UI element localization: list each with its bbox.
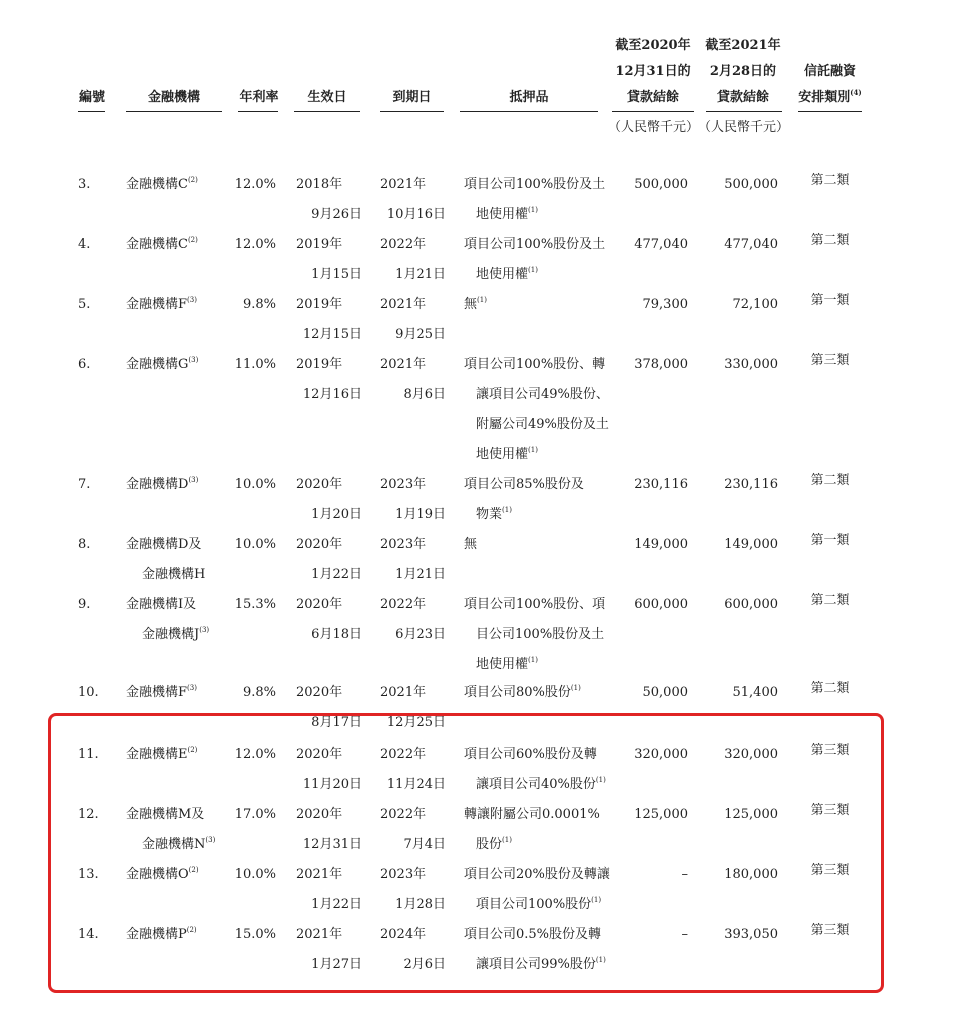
footnote-marker: (3) [188,476,199,484]
balance-2021 [690,290,778,320]
maturity-day [374,200,446,230]
effective-year [296,170,342,200]
row-number [78,350,90,380]
effective-day-text: 1月22日 [311,567,362,582]
footnote-marker: (3) [205,836,216,844]
maturity-day [374,320,446,350]
maturity-day-text: 2月6日 [403,957,446,972]
balance-2021 [690,530,778,560]
balance-2021-text: 125,000 [724,807,778,822]
effective-day-text: 6月18日 [311,627,362,642]
footnote-marker: (1) [528,446,538,454]
maturity-year [380,530,426,560]
effective-year-text: 2020年 [296,597,343,612]
institution-text: 金融機構H [142,567,206,582]
row-number [78,170,90,200]
header-balance-2021: 截至2021年 2月28日的 貸款結餘 （人民幣千元） [698,38,790,135]
interest-rate-text: 12.0% [234,237,276,252]
maturity-year-text: 2023年 [380,477,427,492]
interest-rate-text: 12.0% [234,747,276,762]
effective-day-text: 8月17日 [311,715,362,730]
effective-day-text: 12月15日 [302,327,362,342]
maturity-day [374,560,446,590]
effective-year-text: 2020年 [296,477,343,492]
interest-rate [220,350,276,380]
institution-name [142,620,209,650]
maturity-year-text: 2024年 [380,927,427,942]
interest-rate-text: 12.0% [234,177,276,192]
maturity-year-text: 2021年 [380,177,427,192]
interest-rate-text: 11.0% [234,357,276,372]
category [798,526,862,556]
balance-2021 [690,350,778,380]
effective-day [290,500,362,530]
collateral-line: 物業 [476,507,503,522]
category-text: 第三類 [810,353,850,368]
collateral-line: 無 [464,537,478,552]
institution-text: 金融機構J [142,627,200,642]
interest-rate-text: 10.0% [234,537,276,552]
institution-name [126,170,198,200]
header-institution: 金融機構 [147,90,200,105]
row-number [78,470,90,500]
collateral-text [464,230,605,260]
header-underline [294,111,360,112]
interest-rate-text: 15.3% [234,597,276,612]
header-balance-2020: 截至2020年 12月31日的 貸款結餘 （人民幣千元） [608,38,700,135]
maturity-day-text: 7月4日 [403,837,446,852]
effective-day-text: 1月20日 [311,507,362,522]
collateral-line: 讓項目公司40%股份 [476,777,596,792]
effective-year-text: 2020年 [296,685,343,700]
category-text: 第二類 [810,473,850,488]
footnote-marker: (2) [188,866,199,874]
balance-2021-text: 180,000 [724,867,778,882]
institution-text: 金融機構M及 [126,807,205,822]
balance-2020-text: 477,040 [634,237,688,252]
effective-year-text: 2021年 [296,927,343,942]
highlight-box [48,713,884,993]
balance-2021-text: 320,000 [724,747,778,762]
interest-rate [220,678,276,708]
balance-2020 [600,230,688,260]
row-number-text: 4. [78,237,91,252]
category-text: 第二類 [810,233,850,248]
collateral-text [476,260,538,290]
balance-2020-text: 378,000 [634,357,688,372]
institution-name [126,530,201,560]
maturity-day-text: 11月24日 [386,777,446,792]
balance-2021-text: 149,000 [724,537,778,552]
category [798,674,862,704]
footnote-marker: (1) [595,956,606,964]
row-number-text: 12. [78,807,99,822]
category [798,466,862,496]
collateral-line: 地使用權 [476,207,529,222]
balance-2020 [600,678,688,708]
maturity-year-text: 2023年 [380,537,427,552]
balance-2020-text: 230,116 [634,477,688,492]
maturity-day-text: 6月23日 [395,627,446,642]
collateral-text [464,590,605,620]
header-underline [126,111,222,112]
header-category: 信託融資 安排類別$^{(4)}$ [798,64,862,105]
interest-rate [220,530,276,560]
effective-year-text: 2021年 [296,867,343,882]
footnote-marker: (1) [528,266,538,274]
category-text: 第三類 [810,743,850,758]
interest-rate-text: 10.0% [234,477,276,492]
collateral-line: 讓項目公司99%股份 [476,957,596,972]
balance-2021-text: 600,000 [724,597,778,612]
institution-text: 金融機構F [126,297,188,312]
maturity-year-text: 2022年 [380,747,427,762]
maturity-day [374,380,446,410]
balance-2020 [600,590,688,620]
institution-text: 金融機構P [126,927,187,942]
balance-2020-text: – [681,927,688,942]
header-underline [706,111,782,112]
maturity-year [380,590,426,620]
balance-2021 [690,170,778,200]
effective-day-text: 9月26日 [311,207,362,222]
balance-2021 [690,590,778,620]
balance-2020-text: 149,000 [634,537,688,552]
maturity-year-text: 2021年 [380,357,427,372]
collateral-line: 無 [464,297,478,312]
effective-year-text: 2019年 [296,297,343,312]
effective-day [290,560,362,590]
maturity-day-text: 1月21日 [395,267,446,282]
collateral-line: 項目公司100%股份、項 [464,597,606,612]
institution-text: 金融機構E [126,747,188,762]
effective-day-text: 1月27日 [311,957,362,972]
collateral-line: 地使用權 [476,657,529,672]
collateral-line: 項目公司80%股份 [464,685,571,700]
footnote-marker: (1) [502,836,512,844]
interest-rate [220,230,276,260]
effective-day [290,620,362,650]
institution-text: 金融機構G [126,357,189,372]
collateral-text [464,290,487,320]
institution-name [126,590,196,620]
balance-2020 [600,530,688,560]
institution-text: 金融機構F [126,685,188,700]
row-number [78,530,90,560]
collateral-line: 目公司100%股份及土 [476,627,605,642]
footnote-marker: (1) [591,896,602,904]
balance-2020-text: 600,000 [634,597,688,612]
interest-rate [220,170,276,200]
row-number-text: 6. [78,357,91,372]
interest-rate [220,470,276,500]
footnote-marker: (1) [595,776,606,784]
institution-name [142,560,205,590]
institution-text: 金融機構C [126,237,188,252]
row-number-text: 11. [78,747,99,762]
footnote-marker: (1) [477,296,487,304]
institution-text: 金融機構I及 [126,597,197,612]
institution-text: 金融機構D [126,477,189,492]
interest-rate-text: 17.0% [234,807,276,822]
effective-day [290,200,362,230]
row-number-text: 3. [78,177,91,192]
maturity-year-text: 2021年 [380,297,427,312]
balance-2020-text: 500,000 [634,177,688,192]
effective-year [296,678,342,708]
maturity-day-text: 12月25日 [386,715,446,730]
footnote-marker: (1) [528,656,538,664]
collateral-line: 地使用權 [476,267,529,282]
category [798,226,862,256]
footnote-marker: (3) [188,356,199,364]
footnote-marker: (2) [187,746,198,754]
category-text: 第一類 [810,533,850,548]
balance-2020-text: – [681,867,688,882]
institution-name [126,230,198,260]
maturity-year [380,230,426,260]
footnote-marker: (1) [502,506,512,514]
header-underline [380,111,444,112]
category-text: 第一類 [810,293,850,308]
balance-2020 [600,170,688,200]
institution-name [126,678,197,708]
category-text: 第二類 [810,173,850,188]
effective-day [290,260,362,290]
header-underline [612,111,694,112]
collateral-text [476,200,538,230]
balance-2021 [690,230,778,260]
effective-day [290,380,362,410]
collateral-line: 項目公司20%股份及轉讓 [464,867,610,882]
collateral-text [476,440,538,470]
effective-day-text: 11月20日 [302,777,362,792]
maturity-day-text: 1月28日 [395,897,446,912]
institution-name [126,350,198,380]
collateral-text [464,170,605,200]
footnote-marker: (3) [187,684,197,692]
maturity-year [380,350,426,380]
interest-rate [220,590,276,620]
effective-year [296,230,342,260]
effective-year-text: 2020年 [296,747,343,762]
footnote-marker: (2) [186,926,197,934]
collateral-line: 轉讓附屬公司0.0001% [464,807,600,822]
institution-text: 金融機構O [126,867,189,882]
footnote-marker: (1) [528,206,538,214]
category-text: 第三類 [810,863,850,878]
maturity-year-text: 2022年 [380,597,427,612]
collateral-text [476,620,604,650]
maturity-day-text: 10月16日 [386,207,446,222]
interest-rate-text: 9.8% [242,297,276,312]
row-number-text: 7. [78,477,91,492]
collateral-line: 項目公司100%股份及土 [464,177,606,192]
balance-2020-text: 79,300 [642,297,688,312]
collateral-text [476,380,609,410]
row-number-text: 9. [78,597,91,612]
header-underline [460,111,598,112]
institution-name [126,470,198,500]
effective-year-text: 2019年 [296,357,343,372]
effective-year-text: 2020年 [296,537,343,552]
balance-2020-text: 320,000 [634,747,688,762]
balance-2021-text: 51,400 [732,685,778,700]
effective-day-text: 1月15日 [311,267,362,282]
header-no: 編號 [78,90,105,105]
footnote-marker: (2) [187,236,198,244]
balance-2020 [600,470,688,500]
effective-day [290,320,362,350]
effective-year-text: 2020年 [296,807,343,822]
row-number-text: 13. [78,867,99,882]
header-maturity: 到期日 [392,90,432,105]
maturity-year-text: 2022年 [380,807,427,822]
footnote-marker: (3) [199,626,210,634]
row-number [78,290,90,320]
balance-2021-text: 393,050 [724,927,778,942]
collateral-text [464,470,584,500]
maturity-day-text: 1月21日 [395,567,446,582]
header-underline [238,111,278,112]
header-rate: 年利率 [239,90,279,105]
balance-2021-text: 330,000 [724,357,778,372]
maturity-day-text: 9月25日 [395,327,446,342]
category-text: 第二類 [810,593,850,608]
collateral-line: 讓項目公司49%股份、 [476,387,609,402]
balance-2021-text: 477,040 [724,237,778,252]
header-underline [78,111,105,112]
header-collateral: 抵押品 [509,90,549,105]
collateral-line: 項目公司60%股份及轉 [464,747,597,762]
collateral-text [476,500,512,530]
institution-text: 金融機構C [126,177,188,192]
balance-2020-text: 50,000 [642,685,688,700]
balance-2021-text: 72,100 [732,297,778,312]
maturity-day [374,500,446,530]
collateral-line: 股份 [476,837,503,852]
row-number-text: 5. [78,297,91,312]
balance-2021-text: 500,000 [724,177,778,192]
category-text: 第二類 [810,681,850,696]
collateral-text [464,350,605,380]
effective-year-text: 2018年 [296,177,343,192]
row-number [78,590,90,620]
effective-day-text: 1月22日 [311,897,362,912]
interest-rate-text: 9.8% [242,685,276,700]
collateral-text [464,678,581,708]
collateral-line: 項目公司100%股份、轉 [464,357,606,372]
footnote-marker: (2) [187,176,198,184]
effective-day-text: 12月16日 [302,387,362,402]
balance-2021 [690,470,778,500]
effective-year [296,350,342,380]
collateral-text [476,410,609,440]
maturity-day-text: 8月6日 [403,387,446,402]
maturity-day [374,260,446,290]
header-underline [798,111,862,112]
maturity-year-text: 2021年 [380,685,427,700]
category-text: 第三類 [810,923,850,938]
effective-year [296,470,342,500]
balance-2020 [600,350,688,380]
effective-day-text: 12月31日 [302,837,362,852]
row-number-text: 10. [78,685,99,700]
footnote-marker: (3) [187,296,197,304]
maturity-day [374,620,446,650]
collateral-line: 地使用權 [476,447,529,462]
collateral-text [464,530,477,560]
collateral-text [476,650,538,680]
interest-rate [220,290,276,320]
category-text: 第三類 [810,803,850,818]
row-number-text: 14. [78,927,99,942]
effective-year [296,530,342,560]
row-number [78,230,90,260]
category [798,346,862,376]
balance-2020-text: 125,000 [634,807,688,822]
maturity-year [380,290,426,320]
maturity-year [380,678,426,708]
balance-2020 [600,290,688,320]
effective-year-text: 2019年 [296,237,343,252]
collateral-line: 附屬公司49%股份及土 [476,417,609,432]
interest-rate-text: 10.0% [234,867,276,882]
collateral-line: 項目公司100%股份及土 [464,237,606,252]
collateral-line: 項目公司100%股份 [476,897,592,912]
effective-year [296,590,342,620]
category [798,586,862,616]
maturity-day-text: 1月19日 [395,507,446,522]
balance-2021-text: 230,116 [724,477,778,492]
footnote-marker: (1) [570,684,581,692]
balance-2021 [690,678,778,708]
header-effective: 生效日 [307,90,347,105]
institution-text: 金融機構N [142,837,206,852]
interest-rate-text: 15.0% [234,927,276,942]
category [798,166,862,196]
row-number-text: 8. [78,537,91,552]
maturity-year [380,470,426,500]
collateral-line: 項目公司0.5%股份及轉 [464,927,602,942]
maturity-year-text: 2023年 [380,867,427,882]
institution-name [126,290,197,320]
row-number [78,678,99,708]
category [798,286,862,316]
maturity-year-text: 2022年 [380,237,427,252]
institution-text: 金融機構D及 [126,537,202,552]
effective-year [296,290,342,320]
maturity-year [380,170,426,200]
collateral-line: 項目公司85%股份及 [464,477,584,492]
